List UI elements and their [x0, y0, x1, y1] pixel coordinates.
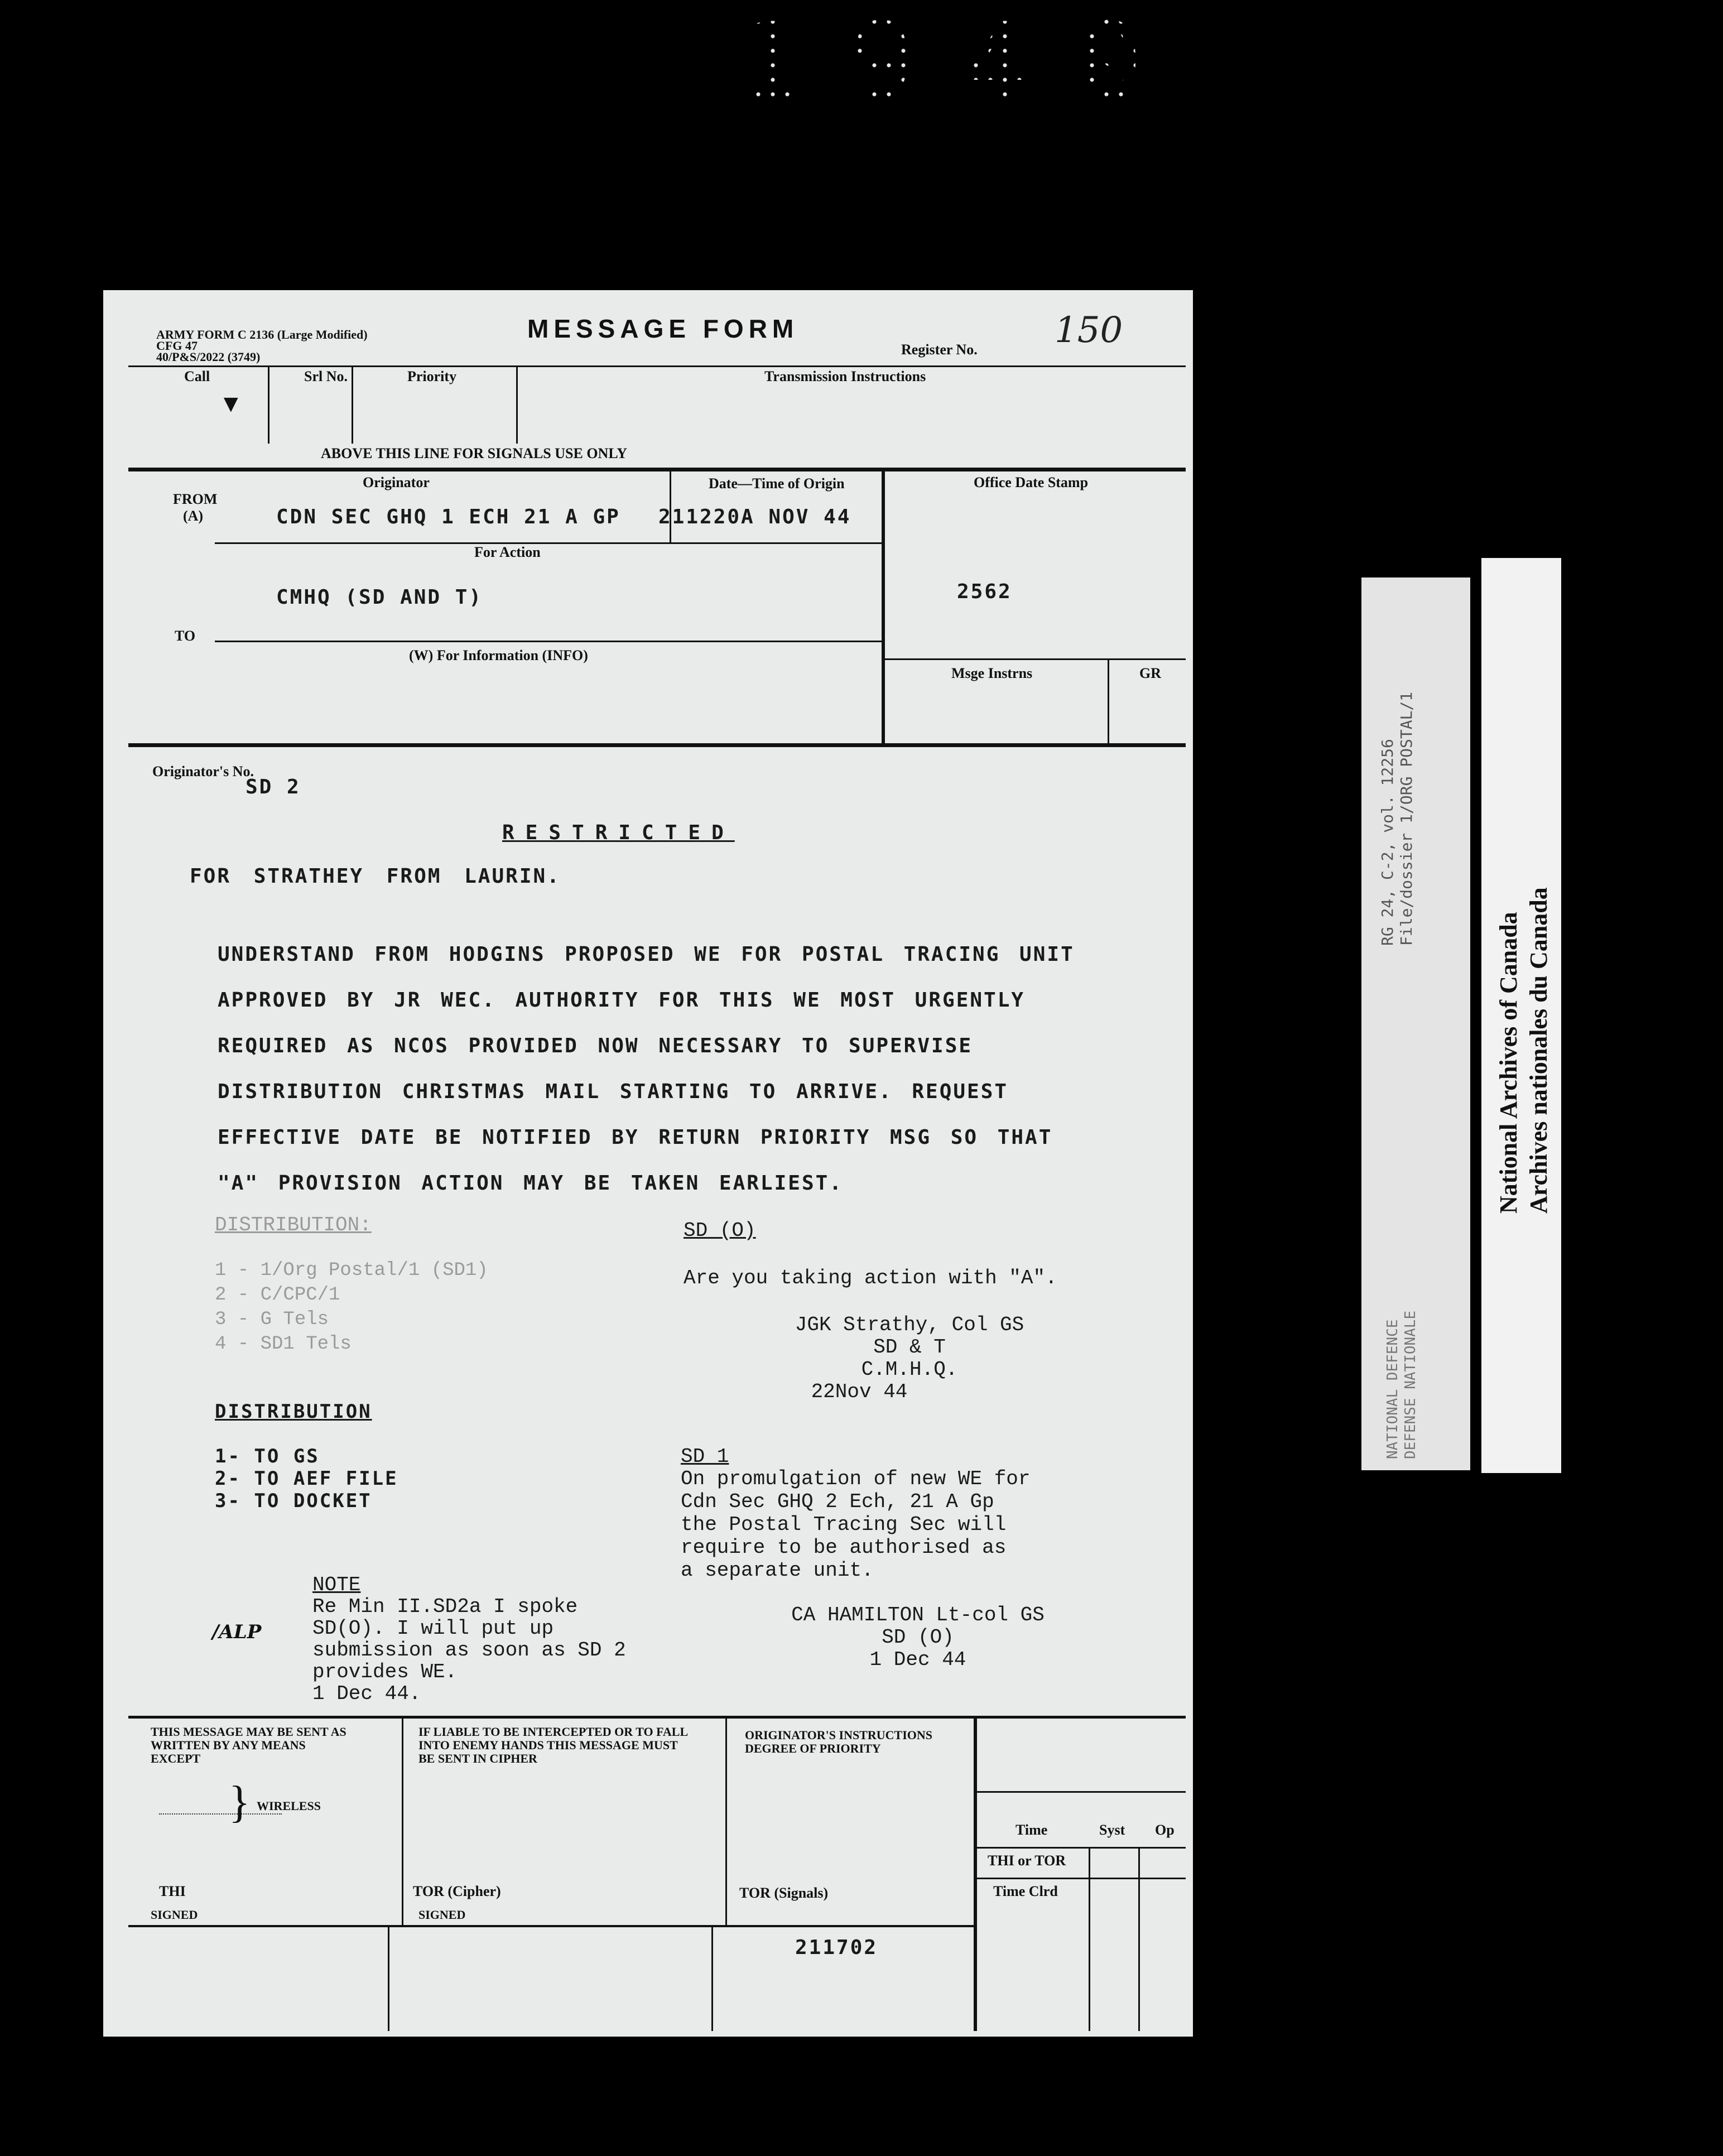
- originator-label: Originator: [363, 474, 430, 490]
- note-text: Re Min II.SD2a I spoke SD(O). I will put up submission as soon as SD 2 provides WE. 1 Dec 44.: [312, 1595, 626, 1705]
- time-clrd-label: Time Clrd: [993, 1883, 1058, 1899]
- message-body: UNDERSTAND FROM HODGINS PROPOSED WE FOR POSTAL TRACING UNIT APPROVED BY JR WEC. AUTHORITY FOR THIS WE MOST URGENTLY REQUIRED AS NCOS PROVIDED NOW NECESSARY TO SUPERVISE DISTRIBUTION CHRISTMAS MAIL STARTING TO ARRIVE. REQUEST EFFECTIVE DATE BE NOTIFIED BY RETURN PRIORITY MSG SO THAT "A" PROVISION ACTION MAY BE TAKEN EARLIEST.: [218, 943, 1075, 1195]
- time-label: Time: [1015, 1822, 1048, 1838]
- send-means-note: THIS MESSAGE MAY BE SENT AS WRITTEN BY ANY MEANS EXCEPT: [151, 1725, 346, 1765]
- note-initials: /ALP: [212, 1621, 262, 1643]
- distribution-faint-title: DISTRIBUTION:: [215, 1214, 372, 1236]
- for-action-label: For Action: [474, 544, 541, 560]
- distribution-faint-list: 1 - 1/Org Postal/1 (SD1) 2 - C/CPC/1 3 - G Tels 4 - SD1 Tels: [215, 1260, 488, 1355]
- priority-label: Priority: [407, 368, 457, 384]
- minute1-title: SD (O): [684, 1219, 756, 1242]
- archive-reference-label: [1361, 578, 1470, 1470]
- signed-label-2: SIGNED: [418, 1908, 466, 1922]
- form-title: MESSAGE FORM: [527, 314, 799, 343]
- thi-or-tor-label: THI or TOR: [988, 1852, 1066, 1869]
- salutation: FOR STRATHEY FROM LAURIN.: [190, 865, 561, 888]
- brace-icon: }: [229, 1778, 251, 1827]
- msge-instrns-label: Msge Instrns: [951, 665, 1033, 681]
- wireless-label: WIRELESS: [257, 1799, 321, 1813]
- info-label: (W) For Information (INFO): [409, 647, 588, 663]
- register-number: 150: [1055, 310, 1123, 351]
- minute2-title: SD 1: [681, 1445, 729, 1468]
- minute1-text: Are you taking action with "A".: [684, 1267, 1057, 1289]
- classification: RESTRICTED: [502, 821, 735, 844]
- for-action-value: CMHQ (SD AND T): [276, 586, 483, 609]
- message-form-sheet: [103, 290, 1193, 2037]
- tor-signals-label: TOR (Signals): [739, 1885, 829, 1901]
- tor-signals-value: 211702: [795, 1936, 878, 1959]
- srl-label: Srl No.: [304, 368, 348, 384]
- originators-no-value: SD 2: [246, 776, 301, 798]
- gr-label: GR: [1139, 665, 1161, 681]
- originator-value: CDN SEC GHQ 1 ECH 21 A GP: [276, 506, 620, 528]
- call-label: Call: [184, 368, 210, 384]
- year-banner: 1940: [737, 0, 1193, 123]
- from-sub-label: (A): [183, 508, 204, 524]
- transmission-label: Transmission Instructions: [764, 368, 926, 384]
- department-text: NATIONAL DEFENCE DEFENSE NATIONALE: [1384, 1310, 1419, 1459]
- date-time-origin-value: 211220A NOV 44: [658, 506, 851, 528]
- minute2-text: On promulgation of new WE for Cdn Sec GHQ 2 Ech, 21 A Gp the Postal Tracing Sec will require to be authorised as a separate unit.: [681, 1467, 1031, 1582]
- distribution-title: DISTRIBUTION: [215, 1401, 372, 1423]
- army-form-id: ARMY FORM C 2136 (Large Modified) CFG 47 40/P&S/2022 (3749): [156, 328, 368, 364]
- minute1-signature: JGK Strathy, Col GS SD & T C.M.H.Q. 22Nov 44: [795, 1313, 1024, 1403]
- archives-name-text: National Archives of Canada Archives nationales du Canada: [1495, 887, 1552, 1214]
- note-title: NOTE: [312, 1573, 361, 1596]
- signed-label-1: SIGNED: [151, 1908, 198, 1922]
- originators-no-label: Originator's No.: [152, 763, 254, 779]
- office-date-stamp-label: Office Date Stamp: [974, 474, 1089, 490]
- from-label: FROM: [173, 491, 218, 507]
- syst-label: Syst: [1099, 1822, 1125, 1838]
- date-time-origin-label: Date—Time of Origin: [709, 475, 845, 492]
- register-label: Register No.: [901, 341, 978, 358]
- op-label: Op: [1155, 1822, 1175, 1838]
- signals-use-note: ABOVE THIS LINE FOR SIGNALS USE ONLY: [321, 445, 628, 461]
- to-label: TO: [175, 628, 196, 644]
- thi-label: THI: [159, 1883, 186, 1899]
- cipher-note: IF LIABLE TO BE INTERCEPTED OR TO FALL INTO ENEMY HANDS THIS MESSAGE MUST BE SENT IN CIPHER: [418, 1725, 689, 1765]
- archive-reference-text: RG 24, C-2, vol. 12256 File/dossier 1/ORG POSTAL/1: [1378, 691, 1416, 946]
- originator-instructions: ORIGINATOR'S INSTRUCTIONS DEGREE OF PRIORITY: [745, 1728, 932, 1755]
- office-date-stamp-value: 2562: [957, 580, 1012, 603]
- distribution-list: 1- TO GS 2- TO AEF FILE 3- TO DOCKET: [215, 1445, 398, 1512]
- national-archives-label: [1481, 558, 1561, 1473]
- call-mark-icon: ▼: [219, 390, 243, 417]
- tor-cipher-label: TOR (Cipher): [413, 1883, 501, 1899]
- minute2-signature: CA HAMILTON Lt-col GS SD (O) 1 Dec 44: [791, 1604, 1045, 1671]
